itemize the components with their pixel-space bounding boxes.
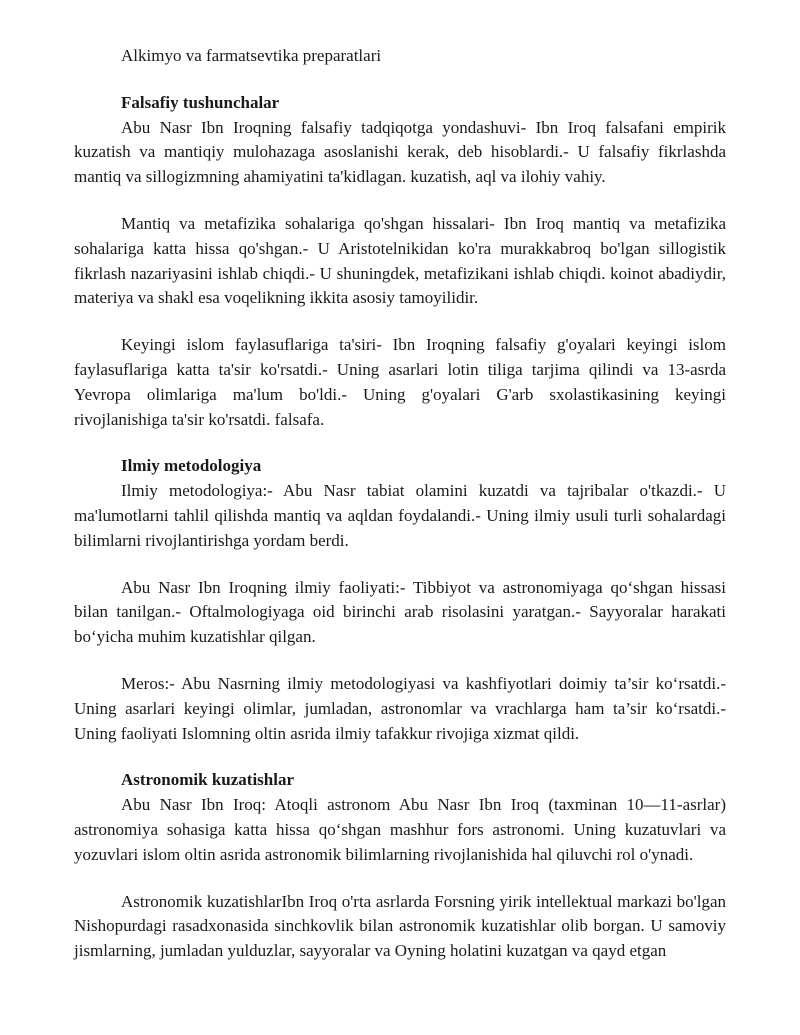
section-heading-falsafiy: Falsafiy tushunchalar (121, 92, 280, 112)
section-heading-ilmiy: Ilmiy metodologiya (121, 456, 262, 476)
paragraph: Mantiq va metafizika sohalariga qo'shgan hissalari- Ibn Iroq mantiq va metafizika sohalariga katta hissa qo'shgan.- U Aristotelnikidan ko'ra murakkabroq bo'lgan sillogistik fikrlash nazariyasini ishlab chiqdi.- U shuningdek, metafizikani ishlab chiqdi. koinot abadiydir, materiya va shakl esa voqelikning ikkita asosiy tamoyilidir. (74, 213, 726, 308)
paragraph: Keyingi islom faylasuflariga ta'siri- Ibn Iroqning falsafiy g'oyalari keyingi islom faylasuflariga katta ta'sir ko'rsatdi.- Uning asarlari lotin tiliga tarjima qilindi va 13-asrda Yevropa olimlariga ma'lum bo'ldi.- Uning g'oyalari G'arb sxolastikasining keyingi rivojlanishiga ta'sir ko'rsatdi. falsafa. (74, 335, 726, 429)
paragraph: Meros:- Abu Nasrning ilmiy metodologiyasi va kashfiyotlari doimiy ta’sir ko‘rsatdi.- Uning asarlari keyingi olimlar, jumladan, astronomlar va vrachlarga ham ta’sir ko‘rsatdi.- Uning faoliyati Islomning oltin asrida ilmiy tafakkur rivojiga xizmat qildi. (74, 673, 726, 743)
paragraph: Abu Nasr Ibn Iroqning ilmiy faoliyati:- Tibbiyot va astronomiyaga qo‘shgan hissasi bilan tanilgan.- Oftalmologiyaga oid birinchi arab risolasini yaratgan.- Sayyoralar harakati bo‘yicha muhim kuzatishlar qilgan. (74, 577, 726, 647)
paragraph: Abu Nasr Ibn Iroq: Atoqli astronom Abu Nasr Ibn Iroq (taxminan 10—11-asrlar) astronomiya sohasiga katta hissa qo‘shgan mashhur fors astronomi. Uning kuzatuvlari va yozuvlari islom oltin asrida astronomik bilimlarning rivojlanishida hal qiluvchi rol o'ynadi. (74, 795, 726, 864)
intro-line: Alkimyo va farmatsevtika preparatlari (121, 46, 382, 65)
document-page (74, 44, 726, 964)
paragraph: Astronomik kuzatishlarIbn Iroq o'rta asrlarda Forsning yirik intellektual markazi bo'lgan Nishopurdagi rasadxonasida sinchkovlik bilan astronomik kuzatishlar olib borgan. U samoviy jismlarning, jumladan yulduzlar, sayyoralar va Oyning holatini kuzatgan va qayd etgan (74, 891, 726, 961)
paragraph: Ilmiy metodologiya:- Abu Nasr tabiat olamini kuzatdi va tajribalar o'tkazdi.- U ma'lumotlarni tahlil qilishda mantiq va aqldan foydalandi.- Uning ilmiy usuli turli sohalardagi bilimlarni rivojlantirishga yordam berdi. (74, 481, 726, 550)
section-heading-astronomik: Astronomik kuzatishlar (121, 770, 295, 790)
paragraph: Abu Nasr Ibn Iroqning falsafiy tadqiqotga yondashuvi- Ibn Iroq falsafani empirik kuzatish va mantiqiy mulohazaga asoslanishi kerak, deb hisoblardi.- U falsafiy fikrlashda mantiq va sillogizmning ahamiyatini ta'kidlagan. kuzatish, aql va ilohiy vahiy. (74, 117, 726, 187)
